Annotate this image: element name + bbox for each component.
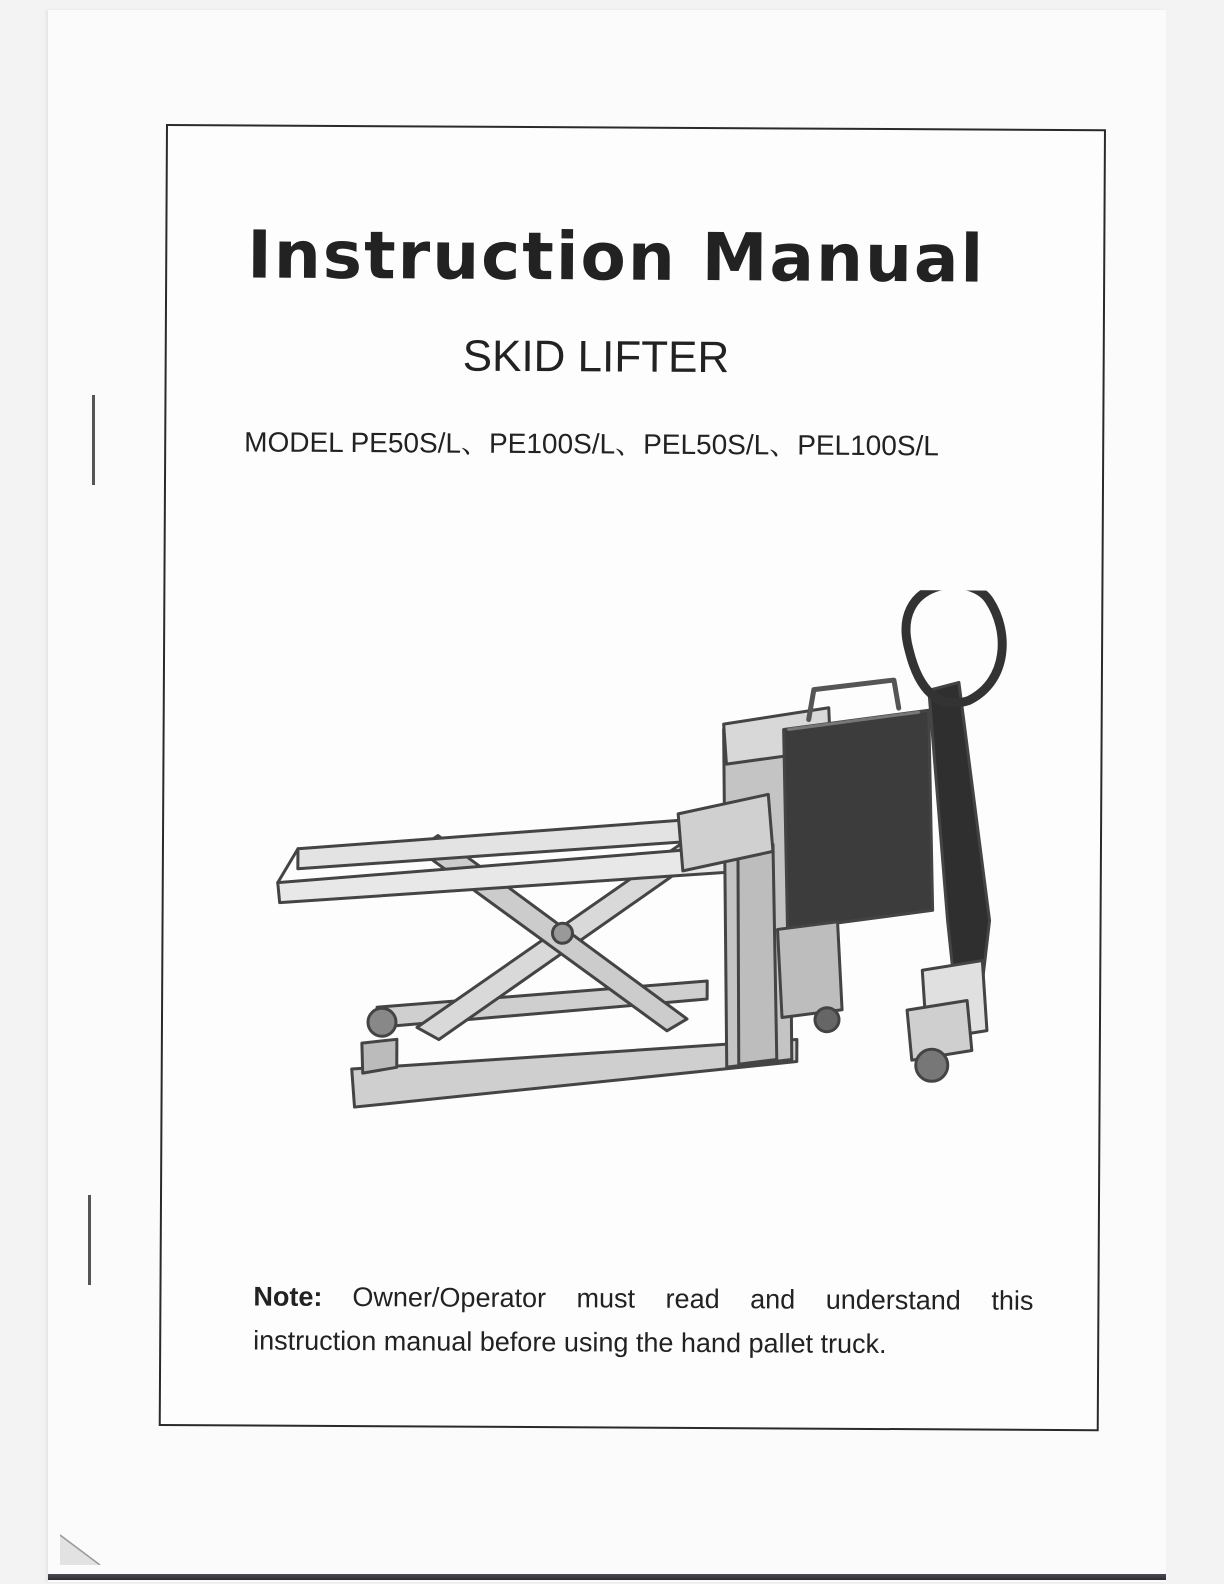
product-name: SKID LIFTER	[462, 331, 730, 383]
page-bottom-edge	[48, 1574, 1166, 1580]
note-label: Note:	[253, 1281, 323, 1312]
page-corner-fold	[60, 1515, 110, 1565]
note-text: Owner/Operator must read and understand this instruction manual before using the hand pallet truck.	[253, 1282, 1034, 1360]
owner-note	[253, 1275, 1033, 1367]
binding-mark	[88, 1195, 91, 1285]
model-list: MODEL PE50S/L、PE100S/L、PEL50S/L、PEL100S/L	[244, 426, 940, 462]
binding-mark	[92, 395, 95, 485]
page-title: Instruction Manual	[247, 216, 986, 298]
skid-lifter-illustration	[266, 587, 1029, 1151]
cover-frame	[159, 124, 1106, 1431]
